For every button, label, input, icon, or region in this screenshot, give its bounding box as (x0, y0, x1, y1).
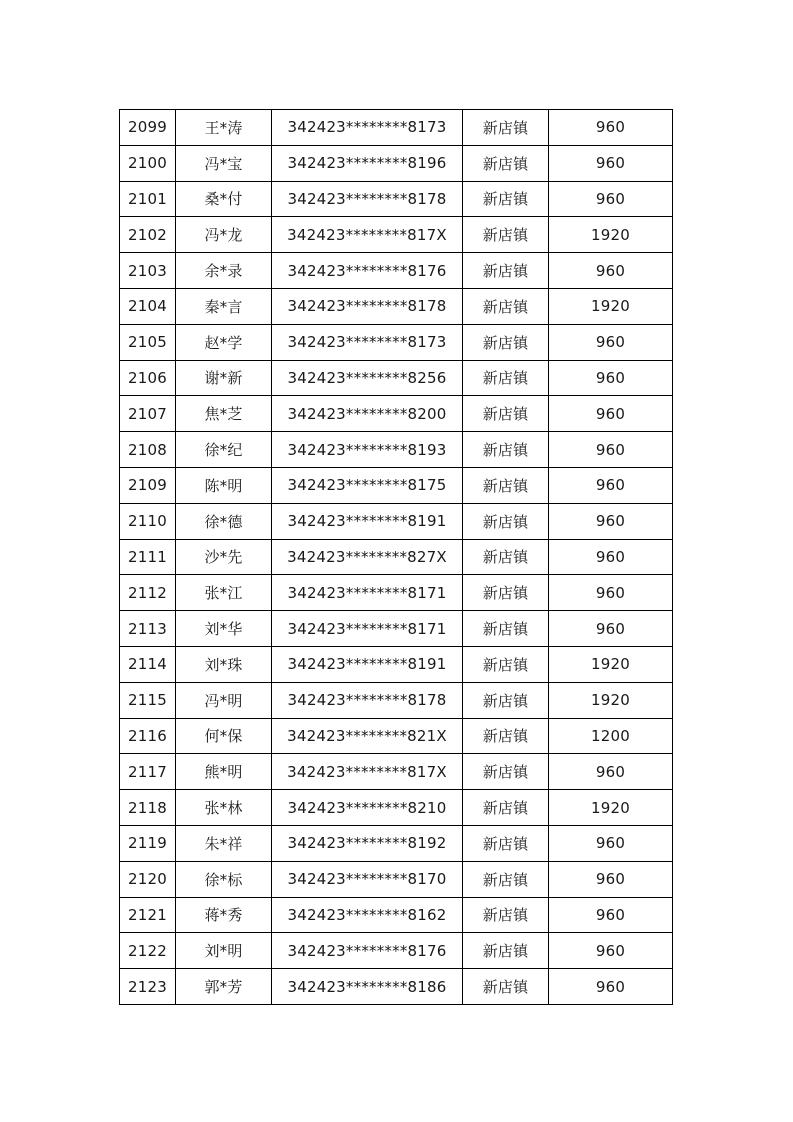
table-row (120, 324, 673, 360)
cell-town: 新店镇 (463, 682, 549, 718)
cell-id-number: 342423********8170 (272, 861, 463, 897)
cell-id-number: 342423********8173 (272, 324, 463, 360)
cell-town: 新店镇 (463, 110, 549, 146)
cell-town: 新店镇 (463, 503, 549, 539)
cell-id-number: 342423********8171 (272, 611, 463, 647)
cell-town: 新店镇 (463, 933, 549, 969)
cell-town: 新店镇 (463, 861, 549, 897)
cell-amount: 1920 (549, 288, 673, 324)
cell-person-name: 沙*先 (176, 539, 272, 575)
cell-id-number: 342423********8186 (272, 969, 463, 1005)
cell-town: 新店镇 (463, 432, 549, 468)
cell-row-number: 2112 (120, 575, 176, 611)
cell-town: 新店镇 (463, 969, 549, 1005)
table-row (120, 825, 673, 861)
cell-town: 新店镇 (463, 253, 549, 289)
cell-town: 新店镇 (463, 718, 549, 754)
cell-row-number: 2103 (120, 253, 176, 289)
cell-id-number: 342423********8175 (272, 467, 463, 503)
cell-amount: 960 (549, 861, 673, 897)
cell-person-name: 朱*祥 (176, 825, 272, 861)
cell-town: 新店镇 (463, 396, 549, 432)
cell-town: 新店镇 (463, 324, 549, 360)
cell-person-name: 冯*龙 (176, 217, 272, 253)
cell-person-name: 冯*宝 (176, 145, 272, 181)
cell-amount: 960 (549, 145, 673, 181)
cell-amount: 1920 (549, 646, 673, 682)
cell-id-number: 342423********8191 (272, 503, 463, 539)
table-row (120, 110, 673, 146)
table-row (120, 611, 673, 647)
cell-row-number: 2109 (120, 467, 176, 503)
cell-amount: 960 (549, 253, 673, 289)
table-row (120, 253, 673, 289)
cell-id-number: 342423********827X (272, 539, 463, 575)
cell-row-number: 2113 (120, 611, 176, 647)
cell-row-number: 2107 (120, 396, 176, 432)
cell-town: 新店镇 (463, 181, 549, 217)
cell-row-number: 2122 (120, 933, 176, 969)
table-row (120, 360, 673, 396)
cell-person-name: 秦*言 (176, 288, 272, 324)
cell-amount: 1920 (549, 217, 673, 253)
cell-row-number: 2111 (120, 539, 176, 575)
table-row (120, 897, 673, 933)
cell-id-number: 342423********8171 (272, 575, 463, 611)
table-body (120, 110, 673, 1005)
cell-amount: 960 (549, 503, 673, 539)
cell-amount: 960 (549, 969, 673, 1005)
cell-row-number: 2100 (120, 145, 176, 181)
cell-amount: 960 (549, 933, 673, 969)
cell-person-name: 张*林 (176, 790, 272, 826)
cell-person-name: 徐*德 (176, 503, 272, 539)
table-row (120, 861, 673, 897)
table-row (120, 217, 673, 253)
cell-id-number: 342423********8210 (272, 790, 463, 826)
cell-town: 新店镇 (463, 217, 549, 253)
cell-row-number: 2099 (120, 110, 176, 146)
cell-row-number: 2116 (120, 718, 176, 754)
table-row (120, 396, 673, 432)
cell-amount: 1920 (549, 682, 673, 718)
cell-row-number: 2105 (120, 324, 176, 360)
cell-row-number: 2121 (120, 897, 176, 933)
cell-town: 新店镇 (463, 467, 549, 503)
table-row (120, 933, 673, 969)
cell-person-name: 蒋*秀 (176, 897, 272, 933)
table-row (120, 718, 673, 754)
cell-row-number: 2117 (120, 754, 176, 790)
cell-town: 新店镇 (463, 790, 549, 826)
cell-person-name: 赵*学 (176, 324, 272, 360)
cell-id-number: 342423********8191 (272, 646, 463, 682)
table-row (120, 682, 673, 718)
cell-person-name: 余*录 (176, 253, 272, 289)
cell-town: 新店镇 (463, 145, 549, 181)
cell-row-number: 2119 (120, 825, 176, 861)
cell-id-number: 342423********817X (272, 754, 463, 790)
cell-town: 新店镇 (463, 897, 549, 933)
cell-row-number: 2115 (120, 682, 176, 718)
cell-person-name: 冯*明 (176, 682, 272, 718)
cell-id-number: 342423********8176 (272, 253, 463, 289)
cell-row-number: 2118 (120, 790, 176, 826)
cell-row-number: 2101 (120, 181, 176, 217)
table-row (120, 539, 673, 575)
cell-person-name: 郭*芳 (176, 969, 272, 1005)
table-row (120, 181, 673, 217)
table-row (120, 145, 673, 181)
cell-person-name: 徐*标 (176, 861, 272, 897)
table-row (120, 754, 673, 790)
cell-person-name: 焦*芝 (176, 396, 272, 432)
cell-person-name: 徐*纪 (176, 432, 272, 468)
cell-amount: 1920 (549, 790, 673, 826)
cell-row-number: 2102 (120, 217, 176, 253)
cell-town: 新店镇 (463, 539, 549, 575)
cell-amount: 960 (549, 467, 673, 503)
cell-town: 新店镇 (463, 611, 549, 647)
recipients-table (119, 109, 673, 1005)
table-row (120, 503, 673, 539)
table-row (120, 575, 673, 611)
cell-id-number: 342423********8192 (272, 825, 463, 861)
cell-person-name: 刘*明 (176, 933, 272, 969)
cell-amount: 960 (549, 575, 673, 611)
cell-town: 新店镇 (463, 360, 549, 396)
cell-town: 新店镇 (463, 575, 549, 611)
cell-amount: 960 (549, 181, 673, 217)
table-row (120, 646, 673, 682)
cell-town: 新店镇 (463, 288, 549, 324)
cell-id-number: 342423********8256 (272, 360, 463, 396)
cell-person-name: 王*涛 (176, 110, 272, 146)
cell-id-number: 342423********8162 (272, 897, 463, 933)
cell-person-name: 熊*明 (176, 754, 272, 790)
cell-person-name: 张*江 (176, 575, 272, 611)
cell-row-number: 2106 (120, 360, 176, 396)
cell-amount: 960 (549, 897, 673, 933)
cell-person-name: 刘*珠 (176, 646, 272, 682)
cell-amount: 960 (549, 396, 673, 432)
table-row (120, 432, 673, 468)
cell-amount: 960 (549, 324, 673, 360)
cell-amount: 960 (549, 360, 673, 396)
cell-amount: 960 (549, 539, 673, 575)
cell-town: 新店镇 (463, 754, 549, 790)
cell-id-number: 342423********8193 (272, 432, 463, 468)
cell-id-number: 342423********8200 (272, 396, 463, 432)
cell-id-number: 342423********8176 (272, 933, 463, 969)
cell-person-name: 谢*新 (176, 360, 272, 396)
cell-id-number: 342423********8178 (272, 181, 463, 217)
cell-person-name: 桑*付 (176, 181, 272, 217)
cell-row-number: 2108 (120, 432, 176, 468)
cell-row-number: 2110 (120, 503, 176, 539)
cell-id-number: 342423********8173 (272, 110, 463, 146)
cell-id-number: 342423********821X (272, 718, 463, 754)
cell-amount: 960 (549, 754, 673, 790)
cell-person-name: 何*保 (176, 718, 272, 754)
cell-town: 新店镇 (463, 825, 549, 861)
cell-amount: 960 (549, 611, 673, 647)
cell-id-number: 342423********8196 (272, 145, 463, 181)
cell-town: 新店镇 (463, 646, 549, 682)
cell-amount: 960 (549, 110, 673, 146)
table-row (120, 288, 673, 324)
cell-row-number: 2123 (120, 969, 176, 1005)
cell-person-name: 陈*明 (176, 467, 272, 503)
cell-amount: 960 (549, 432, 673, 468)
cell-amount: 1200 (549, 718, 673, 754)
table-row (120, 969, 673, 1005)
cell-amount: 960 (549, 825, 673, 861)
cell-id-number: 342423********8178 (272, 682, 463, 718)
cell-person-name: 刘*华 (176, 611, 272, 647)
cell-row-number: 2120 (120, 861, 176, 897)
cell-row-number: 2104 (120, 288, 176, 324)
table-row (120, 790, 673, 826)
cell-id-number: 342423********8178 (272, 288, 463, 324)
cell-row-number: 2114 (120, 646, 176, 682)
table-row (120, 467, 673, 503)
cell-id-number: 342423********817X (272, 217, 463, 253)
